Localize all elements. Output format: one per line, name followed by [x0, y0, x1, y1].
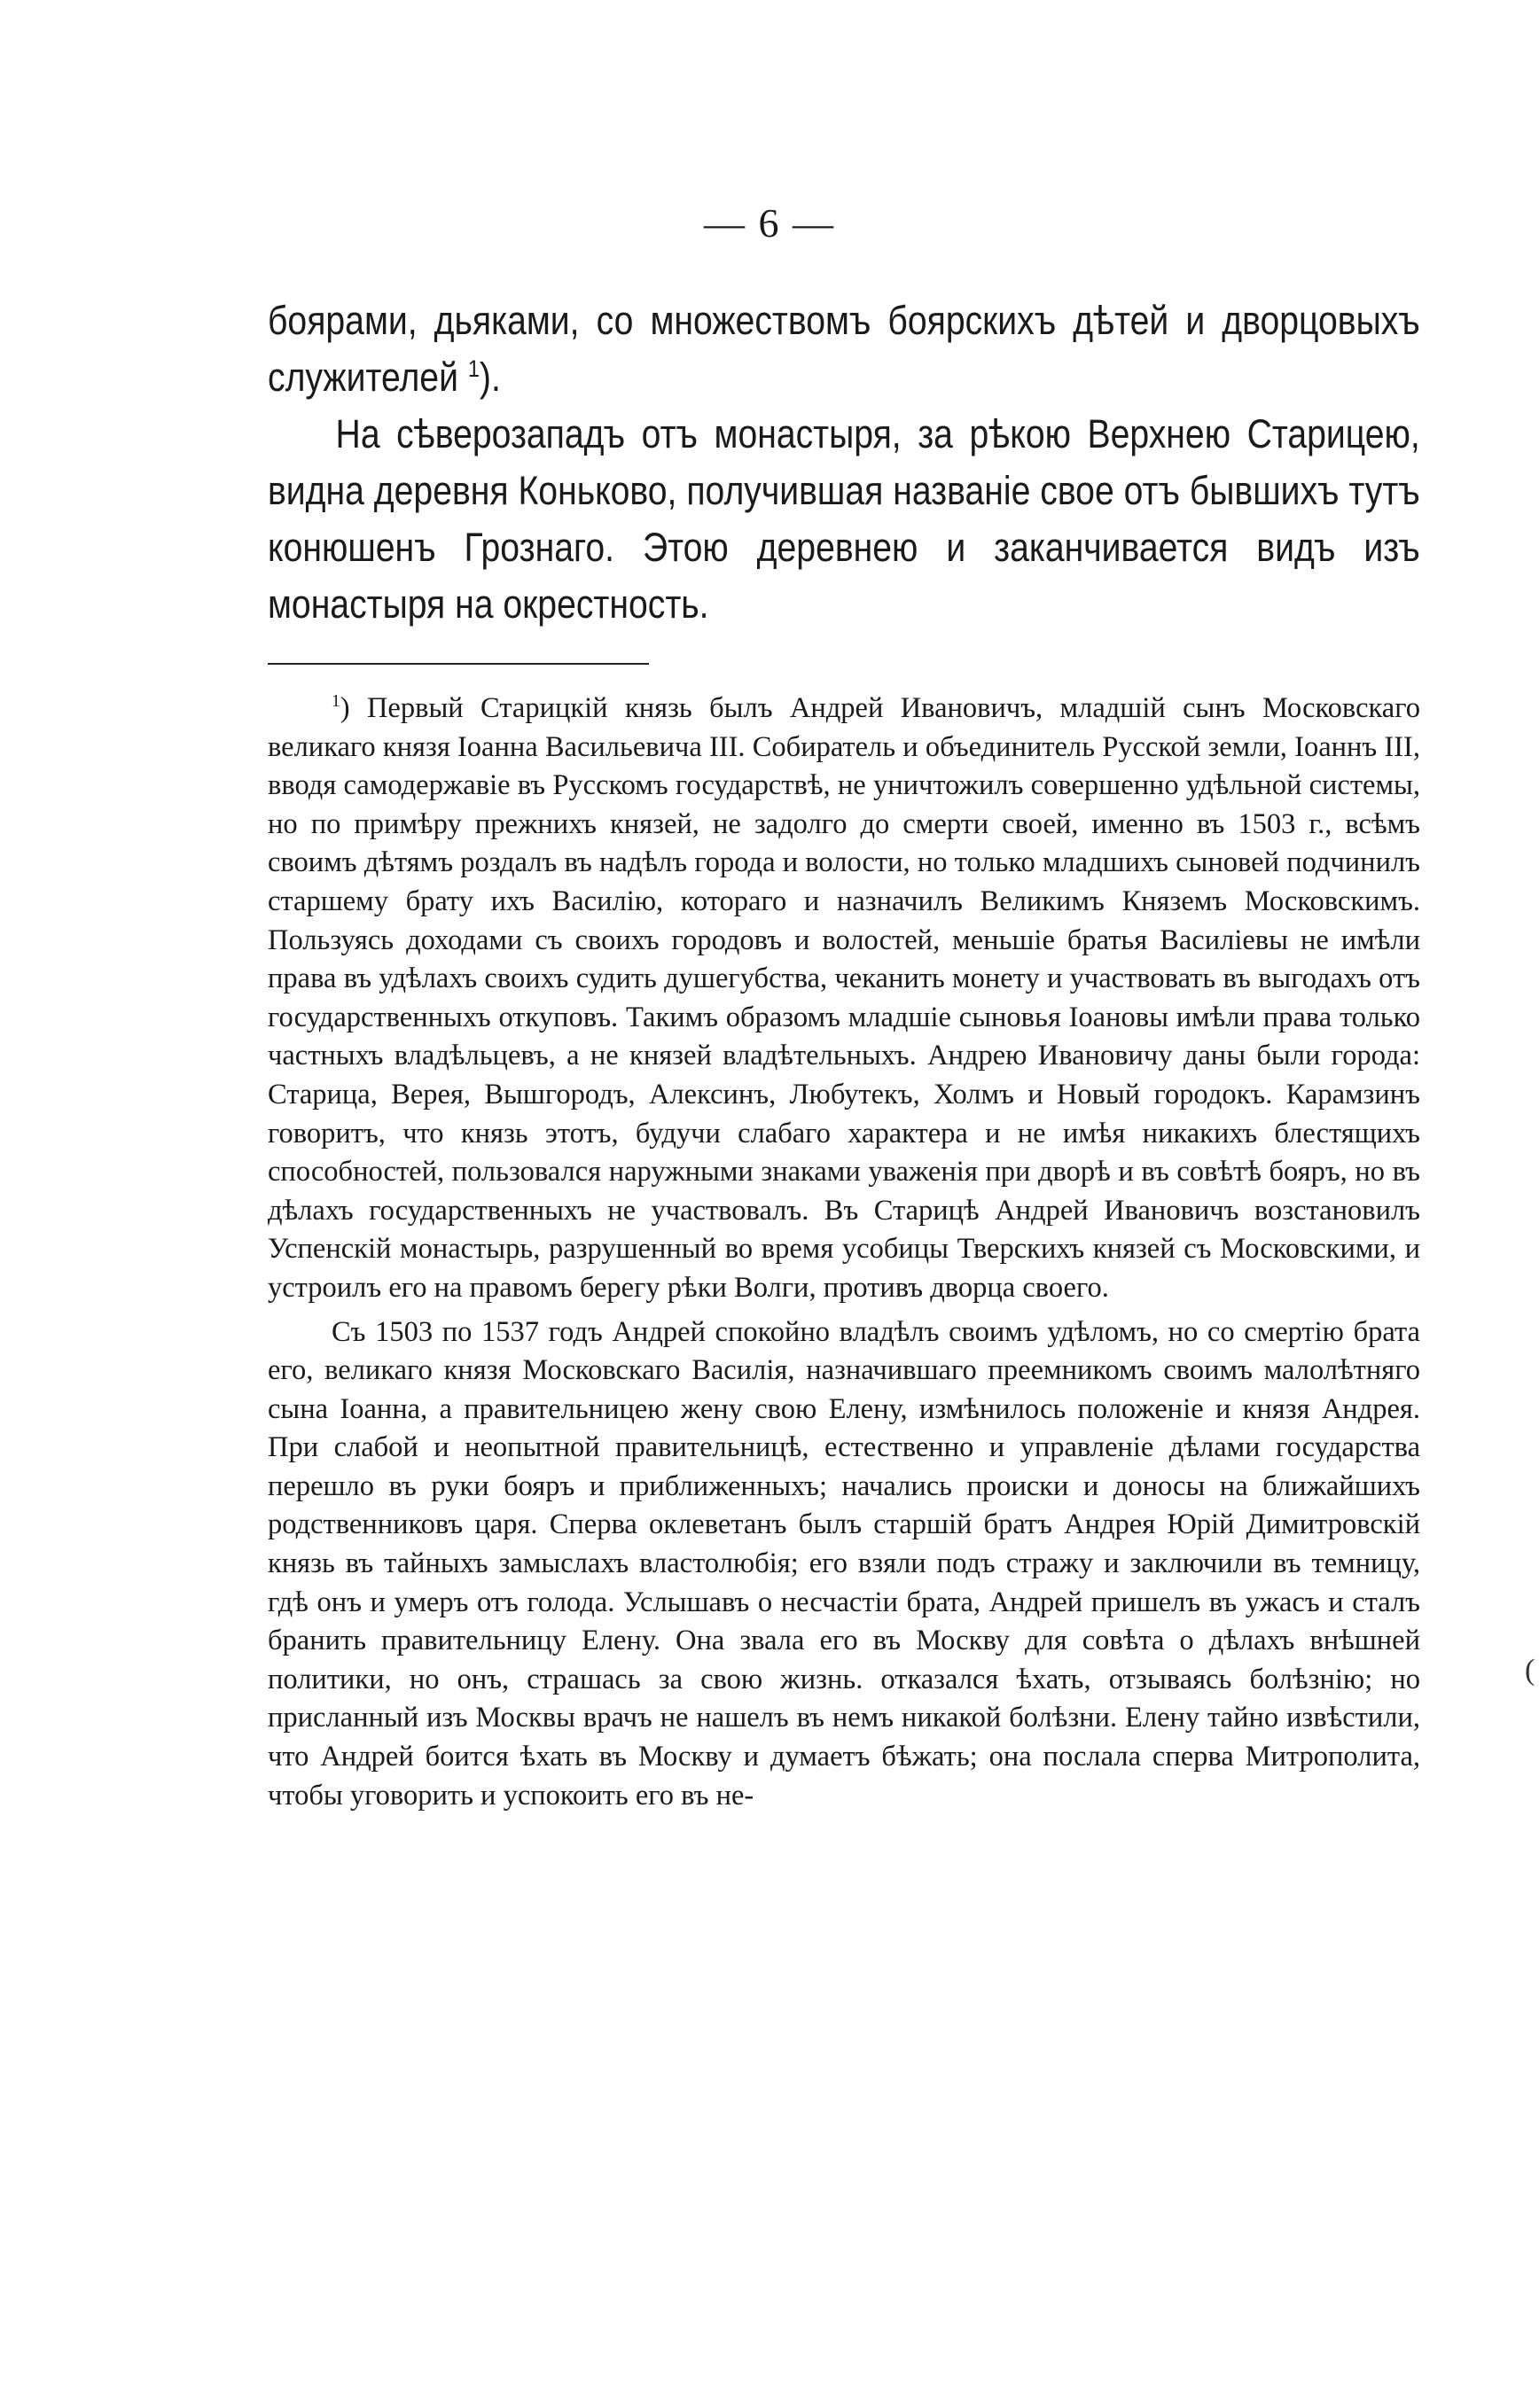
- footnote-text: ) Первый Старицкій князь былъ Андрей Ивановичъ, младшій сынъ Московскаго великаго князя Іоанна Васильевича III. Собиратель и объединитель Русской земли, Іоаннъ III, вводя самодержавіе въ Русскомъ государствѣ, не уничтожилъ совершенно удѣльной системы, но по примѣру прежнихъ князей, не задолго до смерти своей, именно въ 1503 г., всѣмъ своимъ дѣтямъ роздалъ въ надѣлъ города и волости, но только младшихъ сыновей подчинилъ старшему брату ихъ Василію, котораго и назначилъ Великимъ Княземъ Московскимъ. Пользуясь доходами съ своихъ городовъ и волостей, меньшіе братья Василіевы не имѣли права въ удѣлахъ своихъ судить душегубства, чеканить монету и участвовать въ выгодахъ отъ государственныхъ откуповъ. Такимъ образомъ младшіе сыновья Іоановы имѣли права только частныхъ владѣльцевъ, а не князей владѣтельныхъ. Андрею Ивановичу даны были города: Старица, Верея, Вышгородъ, Алексинъ, Любутекъ, Холмъ и Новый городокъ. Карамзинъ говоритъ, что князь этотъ, будучи слабаго характера и не имѣя никакихъ блестящихъ способностей, пользовался наружными знаками уваженія при дворѣ и въ совѣтѣ бояръ, но въ дѣлахъ государственныхъ не участвовалъ. Въ Старицѣ Андрей Ивановичъ возстановилъ Успенскій монастырь, разрушенный во время усобицы Тверскихъ князей съ Московскими, и устроилъ его на правомъ берегу рѣки Волги, противъ дворца своего.: [268, 692, 1420, 1304]
- footnote-marker: 1: [332, 692, 340, 712]
- main-paragraph: На сѣверозападъ отъ монастыря, за рѣкою Верхнею Старицею, видна деревня Коньково, получившая названіе свое отъ бывшихъ тутъ конюшенъ Грознаго. Этою деревнею и заканчивается видъ изъ монастыря на окрестность.: [268, 411, 1420, 627]
- footnote-separator: [268, 663, 649, 665]
- page-number: — 6 —: [704, 200, 835, 245]
- footnote-paragraph: Съ 1503 по 1537 годъ Андрей спокойно владѣлъ своимъ удѣломъ, но со смертію брата его, великаго князя Московскаго Василія, назначившаго преемникомъ своимъ малолѣтняго сына Іоанна, а правительницею жену свою Елену, измѣнилось положеніе и князя Андрея. При слабой и неопытной правительницѣ, естественно и управленіе дѣлами государства перешло въ руки бояръ и приближенныхъ; начались происки и доносы на ближайшихъ родственниковъ царя. Сперва оклеветанъ былъ старшій братъ Андрея Юрій Димитровскій князь въ тайныхъ замыслахъ властолюбія; его взяли подъ стражу и заключили въ темницу, гдѣ онъ и умеръ отъ голода. Услышавъ о несчастіи брата, Андрей пришелъ въ ужасъ и сталъ бранить правительницу Елену. Она звала его въ Москву для совѣта о дѣлахъ внѣшней политики, но онъ, страшась за свою жизнь. отказался ѣхать, отзываясь болѣзнію; но присланный изъ Москвы врачъ не нашелъ въ немъ никакой болѣзни. Елену тайно извѣстили, что Андрей боится ѣхать въ Москву и думаетъ бѣжать; она послала сперва Митрополита, чтобы уговорить и успокоить его въ не-: [268, 1315, 1420, 1812]
- main-paragraph: [268, 292, 1420, 406]
- footnote: [268, 690, 1420, 1815]
- main-paragraph-text: боярами, дьяками, со множествомъ боярскихъ дѣтей и дворцовыхъ служителей: [268, 298, 1420, 400]
- footnote-reference: 1: [467, 355, 480, 382]
- footnote-paragraph: [268, 690, 1420, 1308]
- main-paragraph-end: ).: [479, 355, 501, 400]
- main-text: [268, 292, 1420, 633]
- margin-mark: (: [1525, 1654, 1535, 1687]
